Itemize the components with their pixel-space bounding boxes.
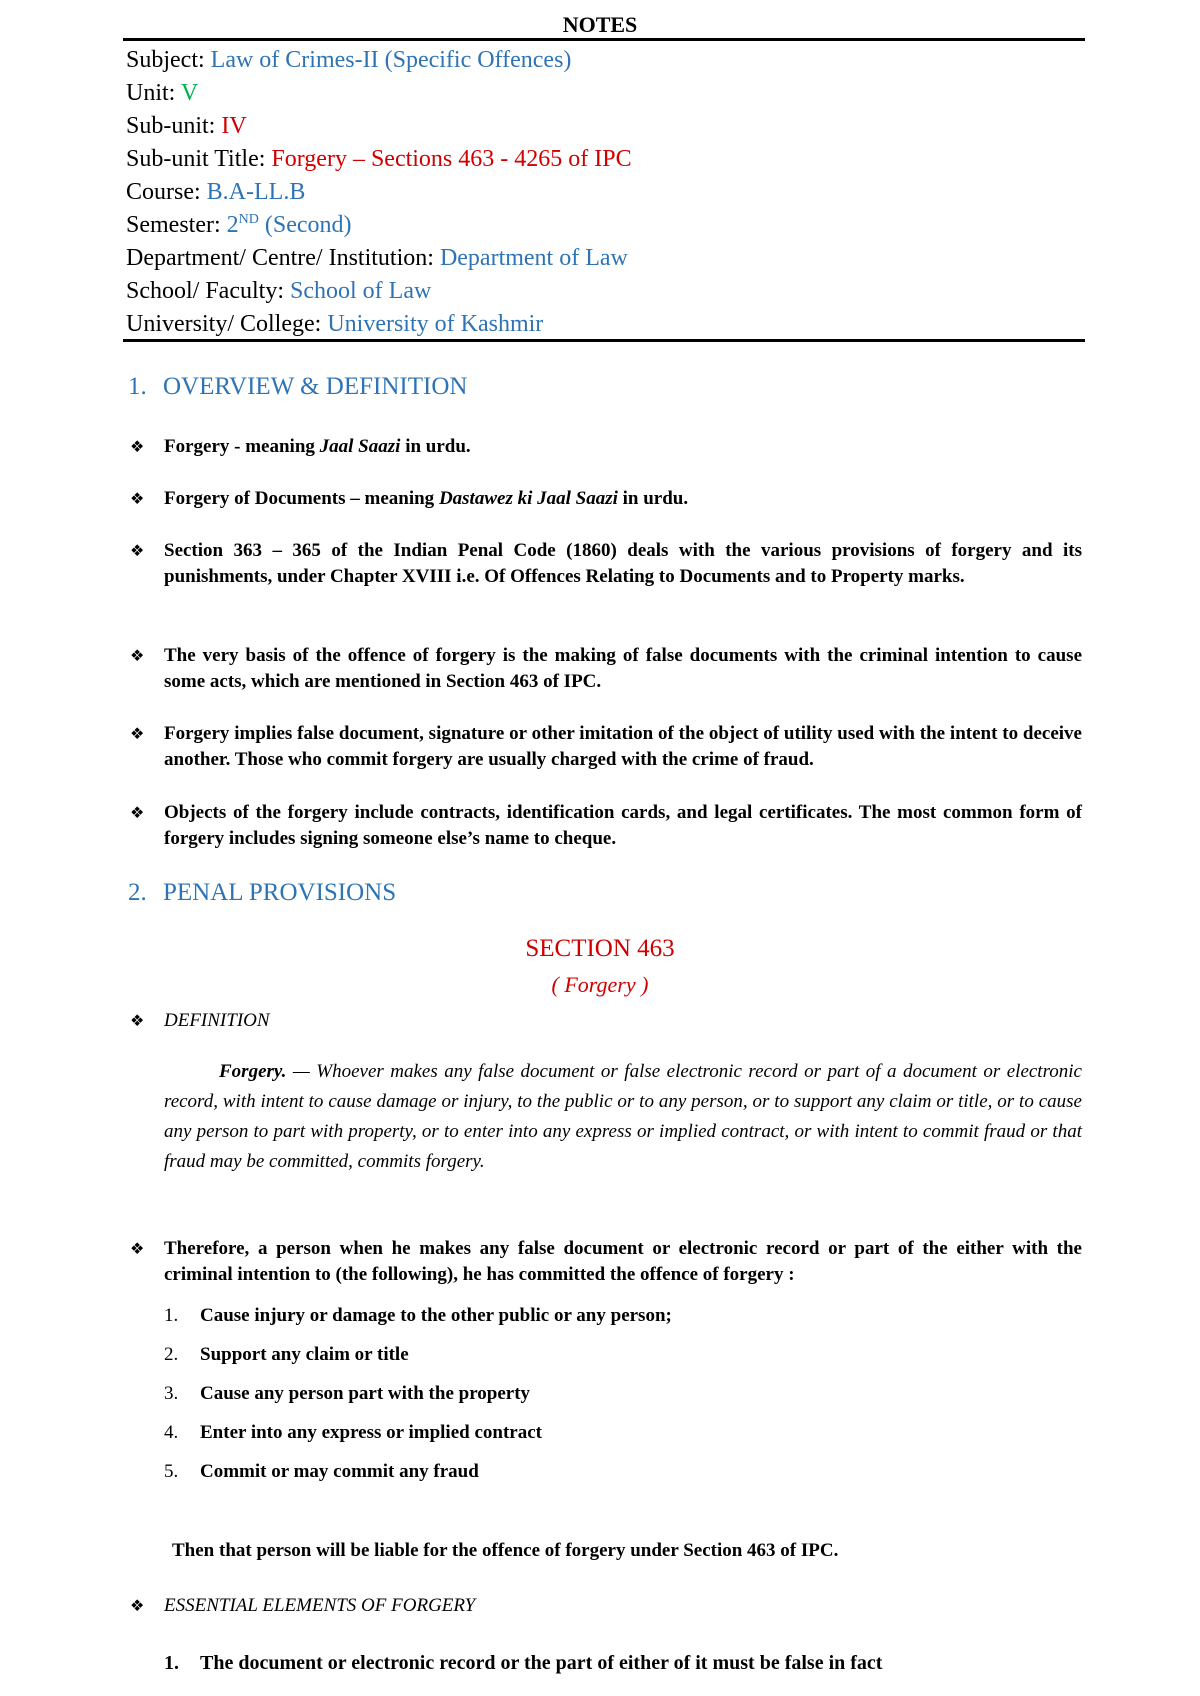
- diamond-bullet-icon: ❖: [130, 489, 145, 508]
- definition-text: — Whoever makes any false document or false electronic record or part of a document or electronic record, with intent to cause damage or injury, to the public or to any person, or to support any claim or title, or to cause any person to part with property, or to enter into any express or implied contract, or with intent to commit fraud or that fraud may be committed, commits forgery.: [164, 1061, 1082, 1172]
- bullet-text: Forgery - meaning: [164, 436, 320, 457]
- essentials-bullet: [130, 1593, 1080, 1619]
- section-2-number: 2.: [128, 879, 147, 906]
- meta-subject: [126, 44, 1076, 77]
- list-text: The document or electronic record or the part of either of it must be false in fact: [200, 1652, 883, 1674]
- meta-semester-value: [227, 212, 352, 238]
- meta-department: [126, 242, 1076, 275]
- meta-university-value: University of Kashmir: [327, 311, 544, 337]
- urdu-term: Jaal Saazi: [319, 436, 401, 457]
- meta-school-value: School of Law: [290, 278, 432, 304]
- bullet-item: [130, 1236, 1080, 1288]
- list-text: Cause any person part with the property: [200, 1383, 531, 1404]
- meta-unit-label: Unit:: [126, 80, 176, 106]
- meta-school-label: School/ Faculty:: [126, 278, 284, 304]
- bullet-text: Forgery implies false document, signature or other imitation of the object of utility used with the intent to deceive another. Those who commit forgery are usually charged with the crime of fraud.: [164, 723, 1082, 770]
- list-number: 1.: [164, 1652, 179, 1674]
- section-2-heading: [128, 879, 396, 907]
- meta-subject-value: Law of Crimes-II (Specific Offences): [210, 47, 572, 73]
- meta-unit-value: V: [180, 80, 199, 106]
- list-number: 4.: [164, 1422, 179, 1443]
- bullet-item: [130, 486, 1080, 512]
- diamond-bullet-icon: ❖: [130, 803, 145, 822]
- meta-semester-sup: ND: [238, 212, 259, 227]
- meta-department-value: Department of Law: [439, 245, 628, 271]
- bullet-text-end: in urdu.: [400, 436, 471, 457]
- meta-course: [126, 176, 1076, 209]
- bullet-text: Forgery of Documents – meaning: [164, 488, 439, 509]
- top-rule: [123, 38, 1085, 41]
- bullet-text: The very basis of the offence of forgery is the making of false documents with the criminal intention to cause some acts, which are mentioned in Section 463 of IPC.: [164, 645, 1082, 692]
- meta-semester-label: Semester:: [126, 212, 221, 238]
- list-item: [164, 1374, 1064, 1413]
- bullet-text: Objects of the forgery include contracts, identification cards, and legal certificates. The most common form of forgery includes signing someone else’s name to cheque.: [164, 802, 1082, 849]
- list-number: 3.: [164, 1383, 179, 1404]
- diamond-bullet-icon: ❖: [130, 1011, 145, 1030]
- definition-quote: [164, 1057, 1082, 1177]
- list-number: 5.: [164, 1461, 179, 1482]
- meta-university-label: University/ College:: [126, 311, 322, 337]
- section-1-title: OVERVIEW & DEFINITION: [163, 373, 468, 400]
- meta-subunit: [126, 110, 1076, 143]
- section-463-subtitle: ( Forgery ): [551, 972, 649, 997]
- list-item: [164, 1452, 1064, 1491]
- section-1-number: 1.: [128, 373, 147, 400]
- meta-subunit-title-value: Forgery – Sections 463 - 4265 of IPC: [271, 146, 632, 172]
- meta-school: [126, 275, 1076, 308]
- meta-semester-num: 2: [226, 212, 239, 238]
- meta-unit: [126, 77, 1076, 110]
- diamond-bullet-icon: ❖: [130, 646, 145, 665]
- list-item: [164, 1413, 1064, 1452]
- diamond-bullet-icon: ❖: [130, 541, 145, 560]
- bullet-text-end: in urdu.: [617, 488, 689, 509]
- urdu-term: Dastawez ki Jaal Saazi: [438, 488, 618, 509]
- therefore-text: Therefore, a person when he makes any false document or electronic record or part of the either with the criminal intention to (the following), he has committed the offence of forgery :: [164, 1238, 1082, 1285]
- section-1-heading: [128, 373, 467, 401]
- meta-bottom-rule: [123, 339, 1085, 342]
- bullet-item: [130, 538, 1080, 590]
- section-2-title: PENAL PROVISIONS: [163, 879, 397, 906]
- list-number: 2.: [164, 1344, 179, 1365]
- meta-subunit-title: [126, 143, 1076, 176]
- notes-title: NOTES: [562, 12, 638, 37]
- bullet-text: Section 363 – 365 of the Indian Penal Code (1860) deals with the various provisions of forgery and its punishments, under Chapter XVIII i.e. Of Offences Relating to Documents and to Property marks.: [164, 540, 1082, 587]
- definition-heading: DEFINITION: [164, 1010, 270, 1031]
- list-item: [164, 1335, 1064, 1374]
- definition-term: Forgery.: [219, 1061, 287, 1082]
- meta-subunit-value: IV: [221, 113, 247, 139]
- list-text: Cause injury or damage to the other public or any person;: [200, 1305, 672, 1326]
- definition-bullet: [130, 1008, 1080, 1034]
- section-463-title: SECTION 463: [525, 935, 675, 962]
- essentials-heading: ESSENTIAL ELEMENTS OF FORGERY: [164, 1595, 476, 1616]
- meta-semester: [126, 209, 1076, 242]
- meta-course-label: Course:: [126, 179, 201, 205]
- bullet-item: [130, 643, 1080, 695]
- bullet-item: [130, 434, 1080, 460]
- meta-university: [126, 308, 1076, 341]
- bullet-item: [130, 721, 1080, 773]
- bullet-item: [130, 800, 1080, 852]
- diamond-bullet-icon: ❖: [130, 1596, 145, 1615]
- list-text: Enter into any express or implied contract: [200, 1422, 542, 1443]
- list-text: Commit or may commit any fraud: [200, 1461, 479, 1482]
- meta-subunit-label: Sub-unit:: [126, 113, 216, 139]
- meta-subunit-title-label: Sub-unit Title:: [126, 146, 266, 172]
- meta-subject-label: Subject:: [126, 47, 205, 73]
- meta-course-value: B.A-LL.B: [206, 179, 306, 205]
- course-meta-block: [126, 44, 1076, 341]
- meta-department-label: Department/ Centre/ Institution:: [126, 245, 434, 271]
- intentions-list: [164, 1296, 1064, 1491]
- diamond-bullet-icon: ❖: [130, 437, 145, 456]
- list-item: [164, 1296, 1064, 1335]
- list-number: 1.: [164, 1305, 179, 1326]
- conclusion-text: Then that person will be liable for the offence of forgery under Section 463 of IPC.: [172, 1540, 839, 1561]
- meta-semester-rest: (Second): [258, 212, 352, 238]
- list-text: Support any claim or title: [200, 1344, 409, 1365]
- essential-element-item: [164, 1652, 1094, 1675]
- diamond-bullet-icon: ❖: [130, 724, 145, 743]
- diamond-bullet-icon: ❖: [130, 1239, 145, 1258]
